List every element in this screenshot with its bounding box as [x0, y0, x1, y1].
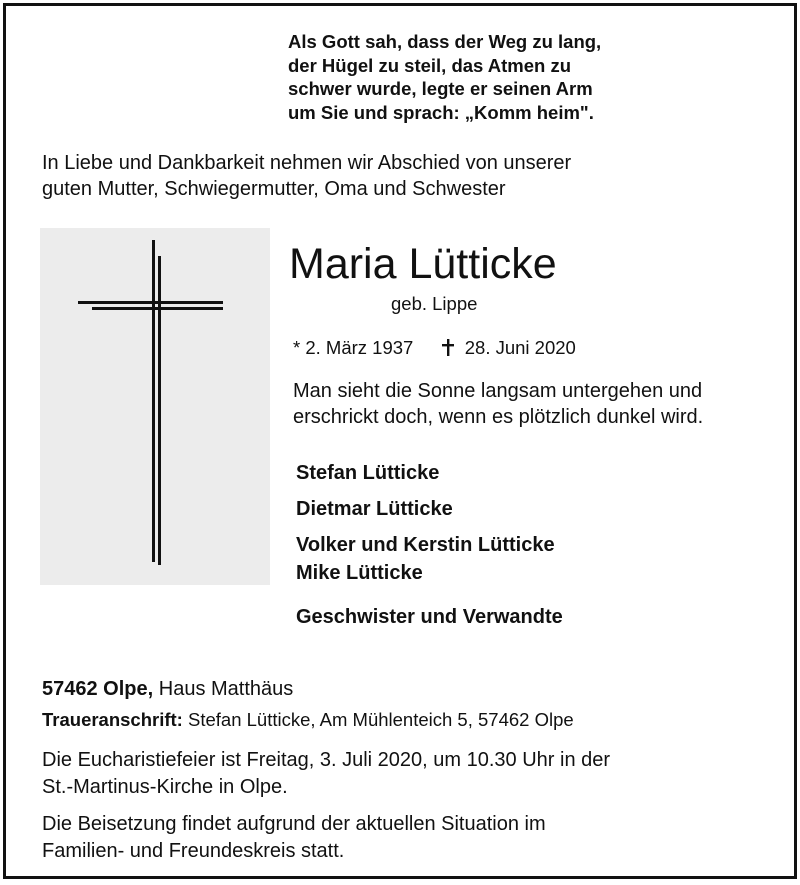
- mourner-name: Volker und Kerstin Lütticke: [296, 534, 555, 556]
- mass-line: St.-Martinus-Kirche in Olpe.: [42, 776, 288, 798]
- intro-text: [42, 150, 571, 202]
- mourner-relatives: Geschwister und Verwandte: [296, 606, 563, 628]
- mourning-address: [42, 708, 574, 732]
- burial-info: [42, 811, 546, 865]
- quote-line: Man sieht die Sonne langsam untergehen und: [293, 380, 703, 402]
- poem-line: um Sie und sprach: „Komm heim".: [288, 101, 594, 123]
- cross-image: [40, 228, 270, 585]
- poem-line: schwer wurde, legte er seinen Arm: [288, 78, 593, 100]
- maiden-name: geb. Lippe: [391, 293, 478, 314]
- address-value: Stefan Lütticke, Am Mühlenteich 5, 57462 Olpe: [188, 709, 574, 730]
- mourner-name: Dietmar Lütticke: [296, 498, 453, 520]
- burial-line: Familien- und Freundeskreis statt.: [42, 840, 345, 862]
- poem-line: Als Gott sah, dass der Weg zu lang,: [288, 31, 602, 52]
- location-house: Haus Matthäus: [158, 678, 294, 700]
- poem-block: [288, 30, 601, 124]
- mourner-name: Stefan Lütticke: [296, 462, 440, 484]
- intro-line: guten Mutter, Schwiegermutter, Oma und Schwester: [42, 178, 506, 200]
- mass-info: [42, 747, 610, 801]
- death-date: 28. Juni 2020: [464, 337, 576, 358]
- quote-line: erschrickt doch, wenn es plötzlich dunkel wird.: [293, 406, 704, 428]
- mourner-name: Mike Lütticke: [296, 562, 423, 584]
- deceased-name: Maria Lütticke: [289, 240, 557, 288]
- burial-line: Die Beisetzung findet aufgrund der aktuellen Situation im: [42, 813, 546, 835]
- quote-text: [293, 378, 703, 430]
- poem-line: der Hügel zu steil, das Atmen zu: [288, 54, 572, 76]
- mass-line: Die Eucharistiefeier ist Freitag, 3. Juli 2020, um 10.30 Uhr in der: [42, 749, 611, 771]
- life-dates: [293, 336, 576, 360]
- location-line: [42, 676, 293, 702]
- birth-date: * 2. März 1937: [293, 337, 414, 358]
- intro-line: In Liebe und Dankbarkeit nehmen wir Abschied von unserer: [42, 152, 572, 174]
- address-label: Traueranschrift:: [42, 709, 183, 730]
- cross-icon: [40, 228, 270, 585]
- obituary-notice: [3, 3, 797, 879]
- death-cross-icon: [442, 339, 454, 356]
- location-place: 57462 Olpe,: [42, 678, 154, 700]
